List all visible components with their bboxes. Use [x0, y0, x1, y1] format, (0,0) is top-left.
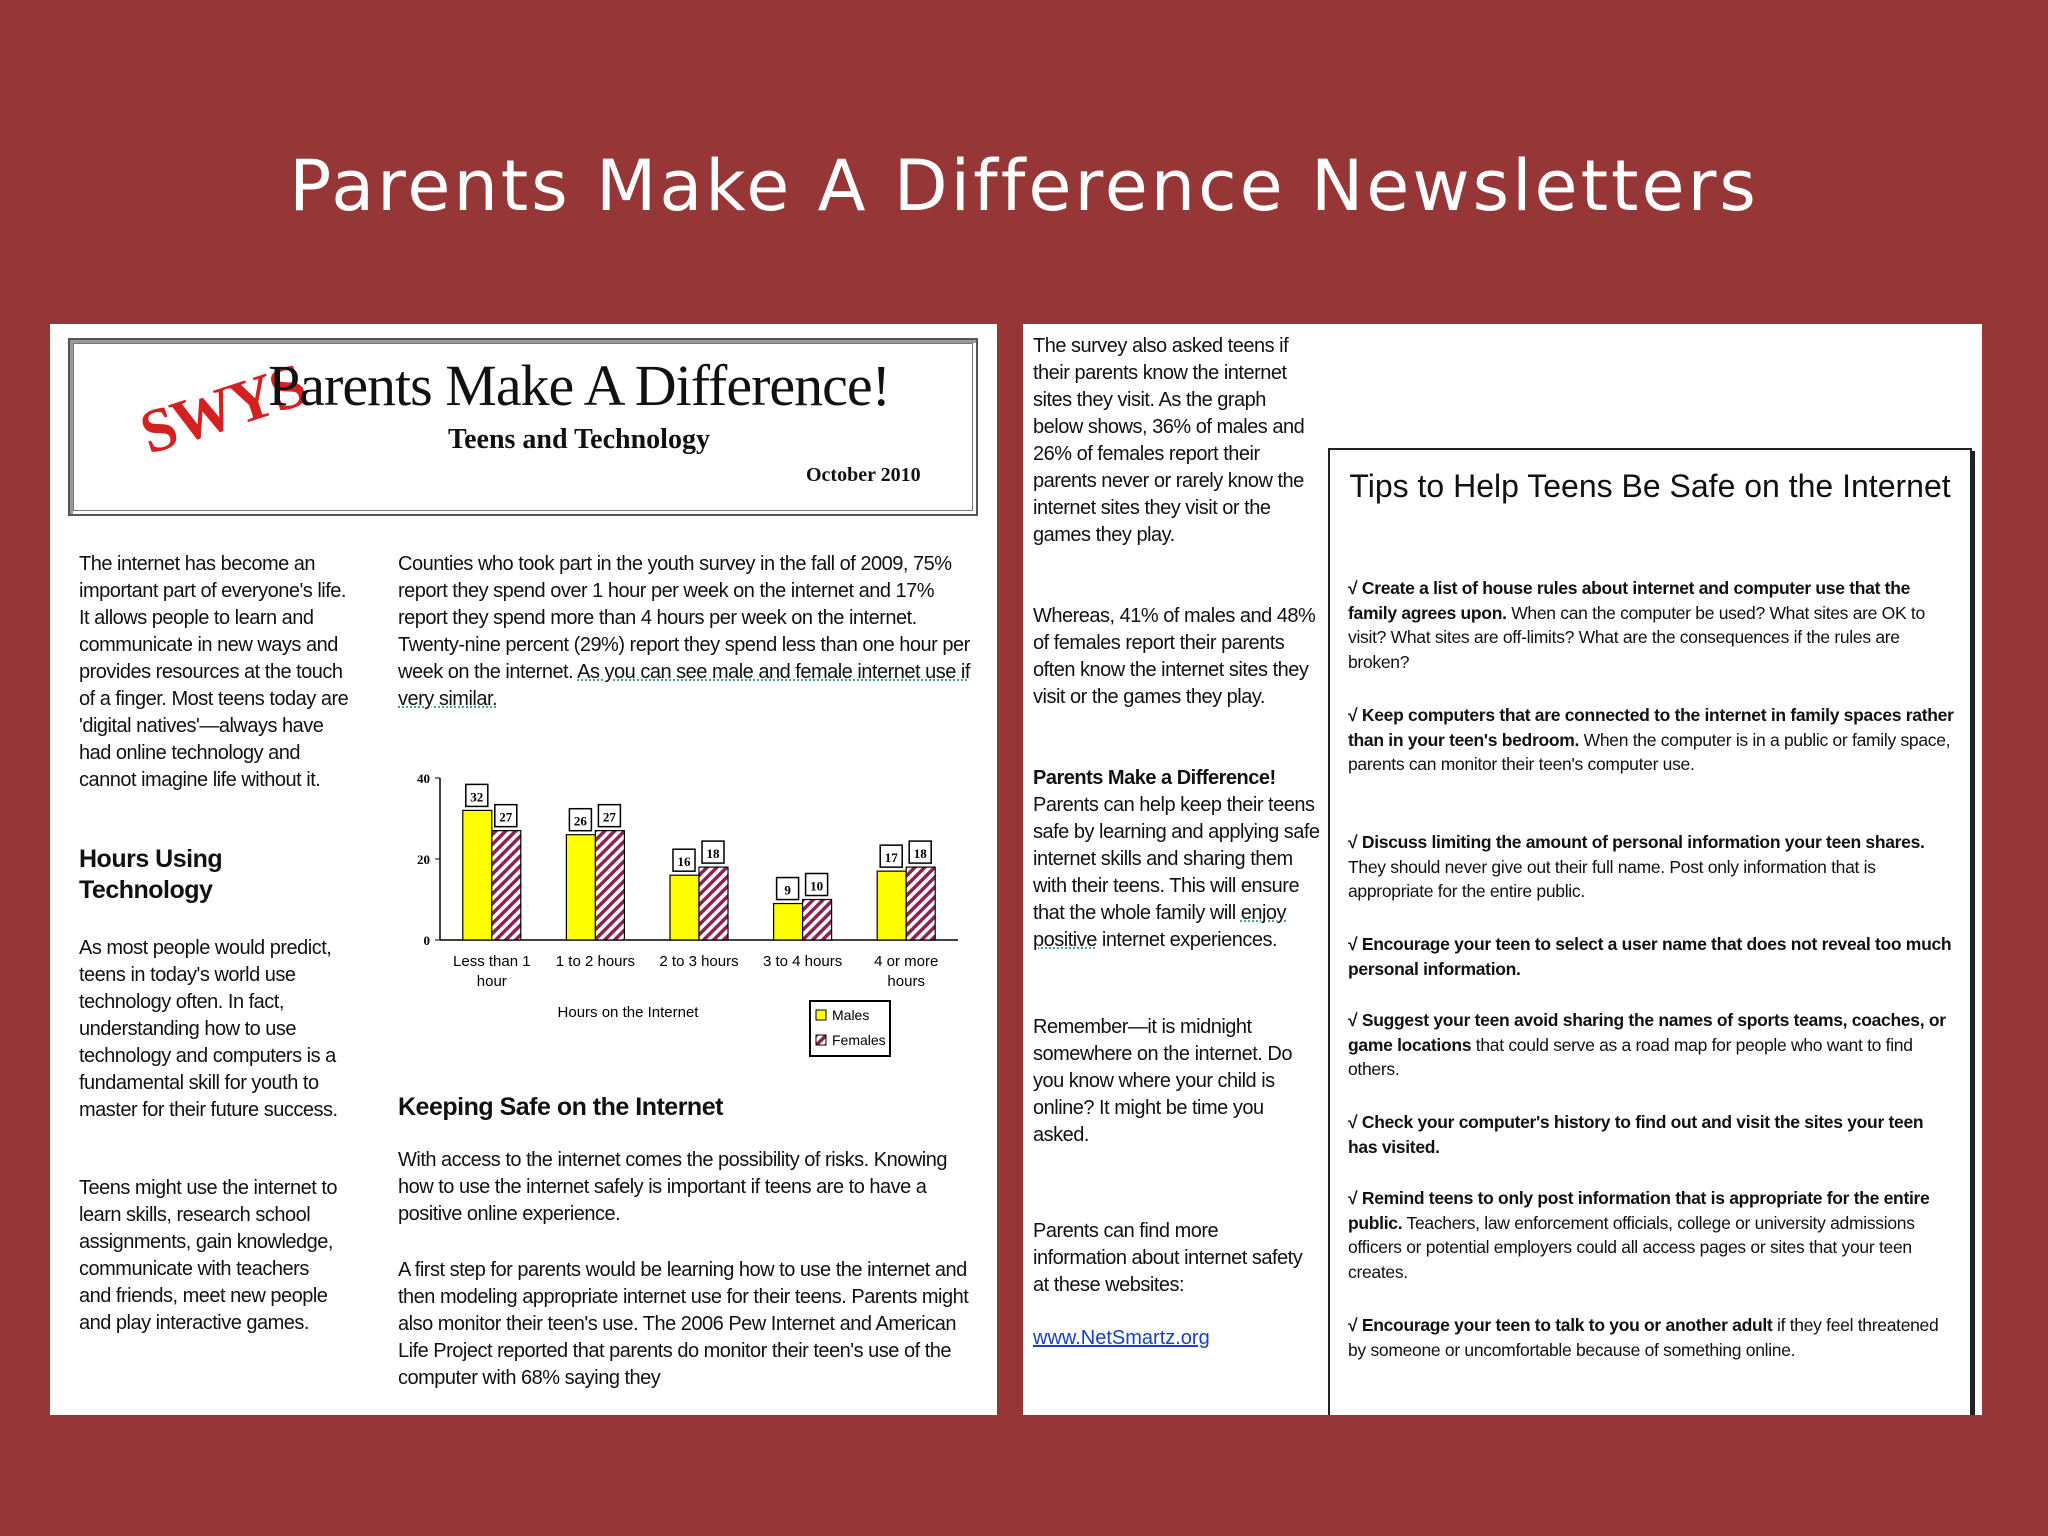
- risks-paragraph: With access to the internet comes the possibility of risks. Knowing how to use the internet safely is important if teens are to have a positive online experience.: [398, 1149, 947, 1225]
- bar: [566, 835, 595, 940]
- tips-box: [1328, 448, 1972, 1415]
- bar: [877, 871, 906, 940]
- tip-item: √ Discuss limiting the amount of personal information your teen shares. They should never give out their full name. Post only information that is appropriate for the entire public.: [1348, 832, 1925, 901]
- swys-logo: SWYS: [132, 351, 313, 468]
- parents-difference-paragraph: Parents Make a Difference! Parents can help keep their teens safe by learning and applying safe internet skills and sharing them with their teens. This will ensure that the whole family will enjoy positive internet experiences.: [1033, 767, 1320, 951]
- tip-item: √ Remind teens to only post information that is appropriate for the entire public. Teachers, law enforcement officials, college or university admissions officers or potential employers could all access pages or sites that your teen creates.: [1348, 1188, 1930, 1282]
- parents-know-paragraph: The survey also asked teens if their parents know the internet sites they visit. As the graph below shows, 36% of males and 26% of females report their parents never or rarely know the internet sites they visit or the games they play.: [1033, 335, 1305, 546]
- legend-label: Males: [832, 1007, 870, 1023]
- bar: [803, 900, 832, 941]
- more-info-paragraph: Parents can find more information about internet safety at these websites:: [1033, 1220, 1303, 1296]
- newsletter-title: Parents Make A Difference!: [268, 353, 890, 418]
- data-label: 27: [602, 809, 616, 825]
- midnight-paragraph: Remember—it is midnight somewhere on the internet. Do you know where your child is online? It might be time you asked.: [1033, 1016, 1292, 1146]
- tip-item: √ Suggest your teen avoid sharing the names of sports teams, coaches, or game locations that could serve as a road map for people who want to find others.: [1348, 1010, 1946, 1079]
- tip-item: √ Encourage your teen to talk to you or another adult if they feel threatened by someone or uncomfortable because of something online.: [1348, 1315, 1939, 1360]
- parents-difference-title: Parents Make a Difference!: [1033, 767, 1276, 789]
- tip-item: √ Keep computers that are connected to the internet in family spaces rather than in your teen's bedroom. When the computer is in a public or family space, parents can monitor their teen's computer use.: [1348, 705, 1954, 774]
- x-tick-label: Less than 1: [453, 953, 531, 970]
- bar: [774, 904, 803, 940]
- tips-title: Tips to Help Teens Be Safe on the Internet: [1349, 468, 1951, 504]
- y-tick-label: 20: [417, 852, 430, 867]
- legend-swatch: [816, 1010, 826, 1020]
- bar: [595, 831, 624, 940]
- masthead: [68, 338, 978, 516]
- bar: [670, 875, 699, 940]
- data-label: 32: [470, 789, 484, 805]
- data-label: 18: [913, 846, 927, 862]
- often-know-paragraph: Whereas, 41% of males and 48% of females report their parents often know the internet sites they visit or the games they play.: [1033, 605, 1316, 708]
- hours-bar-chart: [398, 768, 968, 1068]
- bar: [699, 867, 728, 940]
- hours-heading: Hours Using Technology: [79, 845, 223, 904]
- newsletter-page-right: [1023, 324, 1982, 1415]
- legend-swatch: [816, 1035, 826, 1045]
- technology-paragraph: As most people would predict, teens in today's world use technology often. In fact, understanding how to use technology and computers is a fundamental skill for youth to master for their future success.: [79, 937, 338, 1121]
- data-label: 17: [884, 850, 898, 866]
- data-label: 26: [573, 813, 587, 829]
- y-tick-label: 0: [423, 933, 430, 948]
- data-label: 16: [677, 854, 691, 870]
- tip-item: √ Encourage your teen to select a user name that does not reveal too much personal information.: [1348, 934, 1952, 979]
- data-label: 10: [810, 878, 824, 894]
- monitor-paragraph: A first step for parents would be learning how to use the internet and then modeling appropriate internet use for their teens. Parents might also monitor their teen's use. The 2006 Pew Internet and American Life Project reported that parents do monitor their teen's use of the computer with 68% saying they: [398, 1259, 969, 1389]
- netsmartz-link[interactable]: www.NetSmartz.org: [1033, 1327, 1210, 1349]
- keeping-safe-heading: Keeping Safe on the Internet: [398, 1093, 723, 1121]
- x-tick-label: hours: [887, 973, 925, 990]
- uses-paragraph: Teens might use the internet to learn skills, research school assignments, gain knowledge, communicate with teachers and friends, meet new people and play interactive games.: [79, 1177, 337, 1334]
- x-tick-label: hour: [476, 973, 507, 990]
- newsletter-subtitle: Teens and Technology: [448, 424, 710, 455]
- x-tick-label: 2 to 3 hours: [659, 953, 739, 970]
- legend-label: Females: [832, 1032, 886, 1048]
- bar: [492, 831, 521, 940]
- newsletter-page-left: [50, 324, 997, 1415]
- bar: [463, 810, 492, 940]
- newsletter-date: October 2010: [806, 464, 921, 486]
- data-label: 9: [784, 882, 791, 898]
- x-tick-label: 4 or more: [874, 953, 939, 970]
- y-tick-label: 40: [417, 771, 430, 786]
- x-axis-title: Hours on the Internet: [557, 1004, 699, 1021]
- x-tick-label: 3 to 4 hours: [762, 953, 843, 970]
- intro-paragraph: The internet has become an important part of everyone's life. It allows people to learn and communicate in new ways and provides resources at the touch of a finger. Most teens today are 'digital natives'—always have had online technology and cannot imagine life without it.: [79, 553, 349, 791]
- slide-title: Parents Make A Difference Newsletters: [289, 145, 1759, 227]
- survey-paragraph: Counties who took part in the youth survey in the fall of 2009, 75% report they spend over 1 hour per week on the internet and 17% report they spend more than 4 hours per week on the internet. Twenty-nine percent (29%) report they spend less than one hour per week on the internet. As you can see male and female internet use if very similar.: [398, 553, 970, 710]
- bar: [906, 867, 935, 940]
- data-label: 27: [499, 809, 513, 825]
- tip-item: √ Create a list of house rules about internet and computer use that the family agrees upon. When can the computer be used? What sites are OK to visit? What sites are off-limits? What are the consequences if the rules are broken?: [1348, 578, 1925, 672]
- data-label: 18: [706, 846, 720, 862]
- x-tick-label: 1 to 2 hours: [555, 953, 636, 970]
- tip-item: √ Check your computer's history to find out and visit the sites your teen has visited.: [1348, 1112, 1924, 1157]
